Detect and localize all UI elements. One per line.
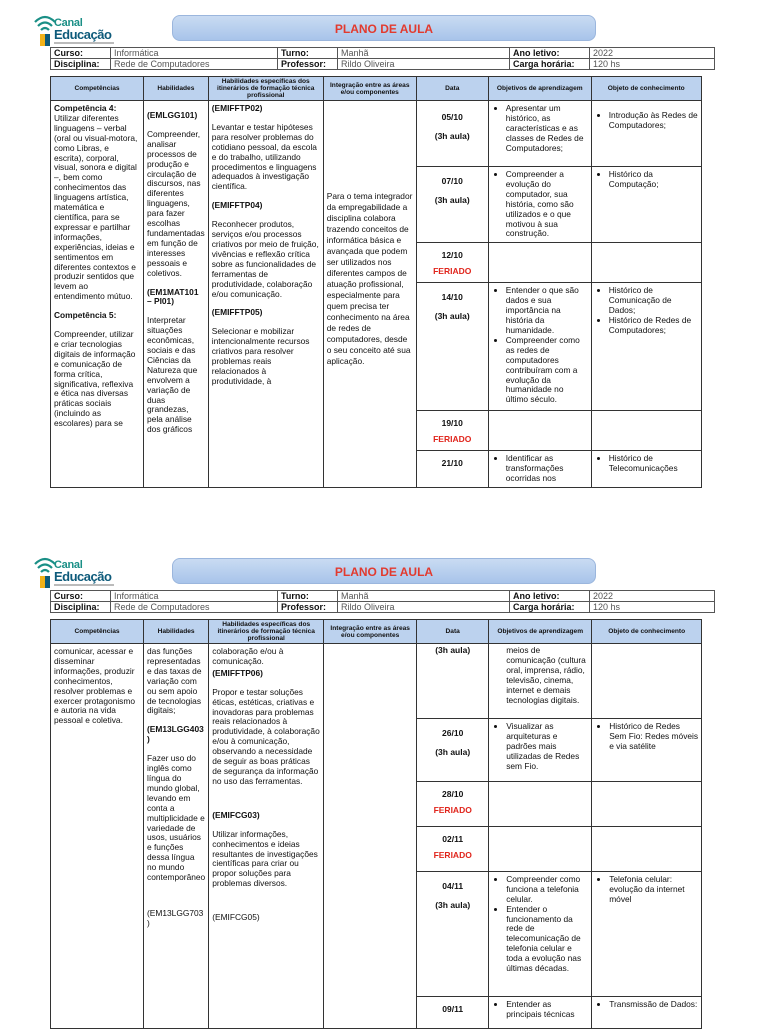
objeto-cell [591, 283, 701, 411]
objeto-item: • Transmissão de Dados: [609, 1000, 698, 1010]
especifica-text: Selecionar e mobilizar intencionalmente recursos criativos para resolver problemas reais relacionados à produtividade, à [211, 326, 310, 386]
objetivos-cell [488, 451, 591, 488]
date-cell [417, 871, 489, 996]
objetivo-item: • Visualizar as arquiteturas e padrões mais utilizadas de Redes sem Fio. [506, 722, 588, 772]
habilidade-text: Interpretar situações econômicas, sociais e das Ciências da Natureza que envolvem a variação de duas grandezas, pela análise dos gráficos [147, 315, 198, 435]
turno-label: Turno: [278, 48, 338, 59]
curso-label: Curso: [51, 48, 111, 59]
date-cell [416, 101, 488, 167]
date-cell [417, 781, 489, 826]
info-table [50, 590, 715, 613]
professor-label: Professor: [278, 602, 338, 613]
objetivo-item: • Apresentar um histórico, as características e as classes de Redes de Computadores; [506, 104, 588, 154]
objeto-item: • Histórico de Redes de Computadores; [609, 316, 698, 336]
objetivos-cell [488, 243, 591, 283]
date-value: 05/10 [441, 112, 463, 122]
canal-educacao-logo [32, 552, 122, 592]
feriado-label: FERIADO [433, 804, 472, 815]
date-value: 26/10 [442, 728, 464, 739]
habilidades-especificas-cell [209, 644, 324, 1029]
objetivos-cell [489, 826, 592, 871]
especifica-text: Reconhecer produtos, serviços e/ou processos criativos por meio de fruição, vivências e reflexão crítica sobre as funcionalidades de ferramentas de produtividade, colaboração e/ou comunicação. [211, 219, 319, 299]
date-cell [416, 451, 488, 488]
competencia-text: comunicar, acessar e disseminar informações, produzir conhecimentos, resolver problemas e exercer protagonismo e autoria na vida pessoal e coletiva. [54, 646, 135, 726]
date-cell [417, 644, 489, 719]
objetivos-cell [488, 283, 591, 411]
header-objetivos: Objetivos de aprendizagem [488, 77, 591, 101]
objeto-cell [592, 719, 702, 781]
disciplina-label: Disciplina: [51, 602, 111, 613]
curso-value: Informática [111, 591, 278, 602]
objeto-cell [592, 781, 702, 826]
objeto-cell [591, 101, 701, 167]
competencias-cell [51, 101, 144, 488]
habilidades-especificas-cell [208, 101, 323, 488]
logo-tagline-bar [54, 42, 114, 44]
objetivos-cell [488, 101, 591, 167]
date-cell [417, 719, 489, 781]
especifica-code: (EMIFFTP04) [211, 200, 263, 211]
date-value: 12/10 [441, 250, 463, 261]
professor-label: Professor: [278, 59, 338, 70]
objetivo-item: • Entender o que são dados e sua importância na história da humanidade. [506, 286, 588, 336]
professor-value: Rildo Oliveira [338, 602, 510, 613]
carga-value: 120 hs [590, 59, 715, 70]
plan-table [50, 619, 702, 1029]
especifica-code: (EMIFCG05) [212, 912, 260, 923]
header-habilidades-especificas: Habilidades específicas dos itinerários de formação técnica profissional [208, 77, 323, 101]
objetivos-cell [488, 167, 591, 243]
objeto-cell [592, 871, 702, 996]
objeto-item: • Histórico de Comunicação de Dados; [609, 286, 698, 316]
date-value: 02/11 [442, 833, 464, 844]
feriado-label: FERIADO [433, 849, 472, 860]
plan-table [50, 76, 702, 488]
header-integracao: Integração entre as áreas e/ou componentes [324, 620, 417, 644]
habilidade-text: das funções representadas e das taxas de variação com ou sem apoio de tecnologias digitais; [147, 646, 202, 716]
objetivos-cell [489, 871, 592, 996]
header-habilidades: Habilidades [144, 620, 209, 644]
date-cell [416, 243, 488, 283]
header-integracao: Integração entre as áreas e/ou componentes [323, 77, 416, 101]
date-cell [417, 826, 489, 871]
objetivo-item: • Entender as principais técnicas [506, 1000, 588, 1020]
objetivo-item: • Compreender como as redes de computadores contribuíram com a evolução da humanidade no último século. [506, 336, 588, 405]
date-hours: (3h aula) [435, 645, 471, 655]
competencias-cell [51, 644, 144, 1029]
turno-value: Manhã [338, 591, 510, 602]
date-value: 19/10 [441, 418, 463, 429]
date-hours: (3h aula) [434, 194, 470, 205]
objetivos-cell [489, 644, 592, 719]
canal-educacao-logo [32, 10, 122, 50]
turno-value: Manhã [338, 48, 510, 59]
date-value: 09/11 [442, 1003, 464, 1014]
header-data: Data [416, 77, 488, 101]
date-cell [416, 283, 488, 411]
feriado-label: FERIADO [433, 266, 472, 277]
especifica-text: Levantar e testar hipóteses para resolver problemas do cotidiano pessoal, da escola e do trabalho, utilizando procedimentos e linguagens adequados à investigação científica. [211, 121, 317, 192]
disciplina-value: Rede de Computadores [111, 602, 278, 613]
habilidade-code: (EM1MAT101 – PI01) [147, 286, 199, 307]
feriado-label: FERIADO [433, 434, 472, 445]
objeto-item: • Introdução às Redes de Computadores; [609, 111, 698, 131]
objetivo-item: • Identificar as transformações ocorridas nos [506, 454, 588, 484]
objeto-cell [592, 826, 702, 871]
habilidades-cell [144, 101, 209, 488]
date-cell [416, 167, 488, 243]
date-hours: (3h aula) [435, 747, 471, 758]
especifica-text: colaboração e/ou à comunicação. [212, 646, 284, 666]
carga-label: Carga horária: [510, 602, 590, 613]
header-competencias: Competências [51, 77, 144, 101]
header-competencias: Competências [51, 620, 144, 644]
header-objeto: Objeto de conhecimento [591, 77, 701, 101]
ano-label: Ano letivo: [510, 48, 590, 59]
date-value: 21/10 [441, 458, 463, 469]
professor-value: Rildo Oliveira [338, 59, 510, 70]
date-hours: (3h aula) [434, 311, 470, 322]
habilidade-code: (EM13LGG703 ) [147, 907, 204, 928]
objetivo-item: • Compreender a evolução do computador, sua história, como são utilizados e o que motivou à sua construção. [506, 170, 588, 239]
page-title: PLANO DE AULA [172, 558, 596, 584]
header-objetivos: Objetivos de aprendizagem [489, 620, 592, 644]
ano-value: 2022 [590, 591, 715, 602]
competencia-4-title: Competência 4: [54, 103, 117, 113]
objeto-item: • Histórico de Redes Sem Fio: Redes móveis e via satélite [609, 722, 698, 752]
objetivos-cell [489, 781, 592, 826]
disciplina-label: Disciplina: [51, 59, 111, 70]
especifica-code: (EMIFFTP06) [212, 667, 263, 678]
especifica-code: (EMIFFTP05) [211, 307, 263, 318]
page-title: PLANO DE AULA [172, 15, 596, 41]
date-hours: (3h aula) [435, 899, 471, 910]
curso-label: Curso: [51, 591, 111, 602]
competencia-4-text: Utilizar diferentes linguagens – verbal (oral ou visual-motora, como Libras, e escrita), corporal, visual, sonora e digital –, bem como conhecimentos das linguagens artística, matemática e científica, para se expressar e partilhar informações, experiências, ideias e sentimentos em diferentes contextos e produzir sentidos que levem ao entendimento mútuo. [54, 112, 138, 302]
habilidade-text: Compreender, analisar processos de produção e circulação de discursos, nas diferentes linguagens, para fazer escolhas fundamentadas em função de interesses pessoais e coletivos. [147, 128, 205, 278]
objetivo-item: • Entender o funcionamento da rede de telecomunicação de telefonia celular e toda a evolução nas últimas décadas. [506, 905, 588, 974]
objeto-item: • Histórico da Computação; [609, 170, 698, 190]
header-row [51, 77, 702, 101]
date-value: 04/11 [442, 880, 464, 891]
date-value: 07/10 [441, 176, 463, 186]
habilidade-code: (EMLGG101) [147, 110, 198, 120]
objeto-cell [591, 243, 701, 283]
integracao-cell [323, 101, 416, 488]
especifica-text: Utilizar informações, conhecimentos e ideias resultantes de investigações científicas para criar ou propor soluções para problemas diversos. [212, 828, 318, 889]
objeto-cell [591, 167, 701, 243]
carga-label: Carga horária: [510, 59, 590, 70]
header-data: Data [417, 620, 489, 644]
logo-line1: Canal [54, 559, 83, 571]
objetivos-cell [488, 411, 591, 451]
date-hours: (3h aula) [434, 130, 470, 141]
header-objeto: Objeto de conhecimento [592, 620, 702, 644]
curso-value: Informática [111, 48, 278, 59]
habilidade-text: Fazer uso do inglês como língua do mundo global, levando em conta a multiplicidade e variedade de usos, usuários e funções dessa língua no mundo contemporâneo [147, 753, 206, 883]
especifica-code: (EMIFFTP02) [211, 103, 263, 113]
header-row [51, 620, 702, 644]
integracao-text: Para o tema integrador da empregabilidade a disciplina colabora trazendo conceitos de informática básica e avançada que podem ser utilizados nos diferentes campos de atuação profissional, especialmente para quem precisa ter conhecimento na área de redes de computadores, desde o seu conceito até sua aplicação. [326, 191, 413, 366]
objeto-cell [591, 411, 701, 451]
especifica-code: (EMIFCG03) [212, 809, 260, 820]
objetivo-item: meios de comunicação (cultura oral, imprensa, rádio, televisão, cinema, internet e demais tecnologias digitais. [506, 645, 586, 705]
date-value: 14/10 [441, 292, 463, 303]
carga-value: 120 hs [590, 602, 715, 613]
especifica-text: Propor e testar soluções éticas, estéticas, criativas e inovadoras para problemas reais relacionados à produtividade, à colaboração e/ou à comunicação, observando a necessidade de seguir as boas práticas de segurança da informação no uso das ferramentas. [212, 686, 320, 786]
objeto-cell [591, 451, 701, 488]
objeto-item: • Telefonia celular: evolução da internet móvel [609, 875, 698, 905]
objetivo-item: • Compreender como funciona a telefonia celular. [506, 875, 588, 905]
objeto-item: • Histórico de Telecomunicações [609, 454, 698, 474]
turno-label: Turno: [278, 591, 338, 602]
disciplina-value: Rede de Computadores [111, 59, 278, 70]
ano-label: Ano letivo: [510, 591, 590, 602]
habilidade-code: (EM13LGG403 ) [147, 724, 204, 745]
logo-line2: Educação [54, 569, 112, 584]
habilidades-cell [144, 644, 209, 1029]
header-habilidades: Habilidades [144, 77, 209, 101]
logo-line2: Educação [54, 27, 112, 42]
integracao-cell [324, 644, 417, 1029]
logo-line1: Canal [54, 17, 83, 29]
objetivos-cell [489, 719, 592, 781]
header-habilidades-especificas: Habilidades específicas dos itinerários de formação técnica profissional [209, 620, 324, 644]
date-cell [416, 411, 488, 451]
date-value: 28/10 [442, 788, 464, 799]
ano-value: 2022 [590, 48, 715, 59]
competencia-5-text: Compreender, utilizar e criar tecnologias digitais de informação e comunicação de forma crítica, significativa, reflexiva e ética nas diversas práticas sociais (incluindo as escolares) para se [54, 329, 136, 429]
info-table [50, 47, 715, 70]
competencia-5-title: Competência 5: [54, 310, 117, 321]
objeto-cell [592, 644, 702, 719]
logo-tagline-bar [54, 584, 114, 586]
